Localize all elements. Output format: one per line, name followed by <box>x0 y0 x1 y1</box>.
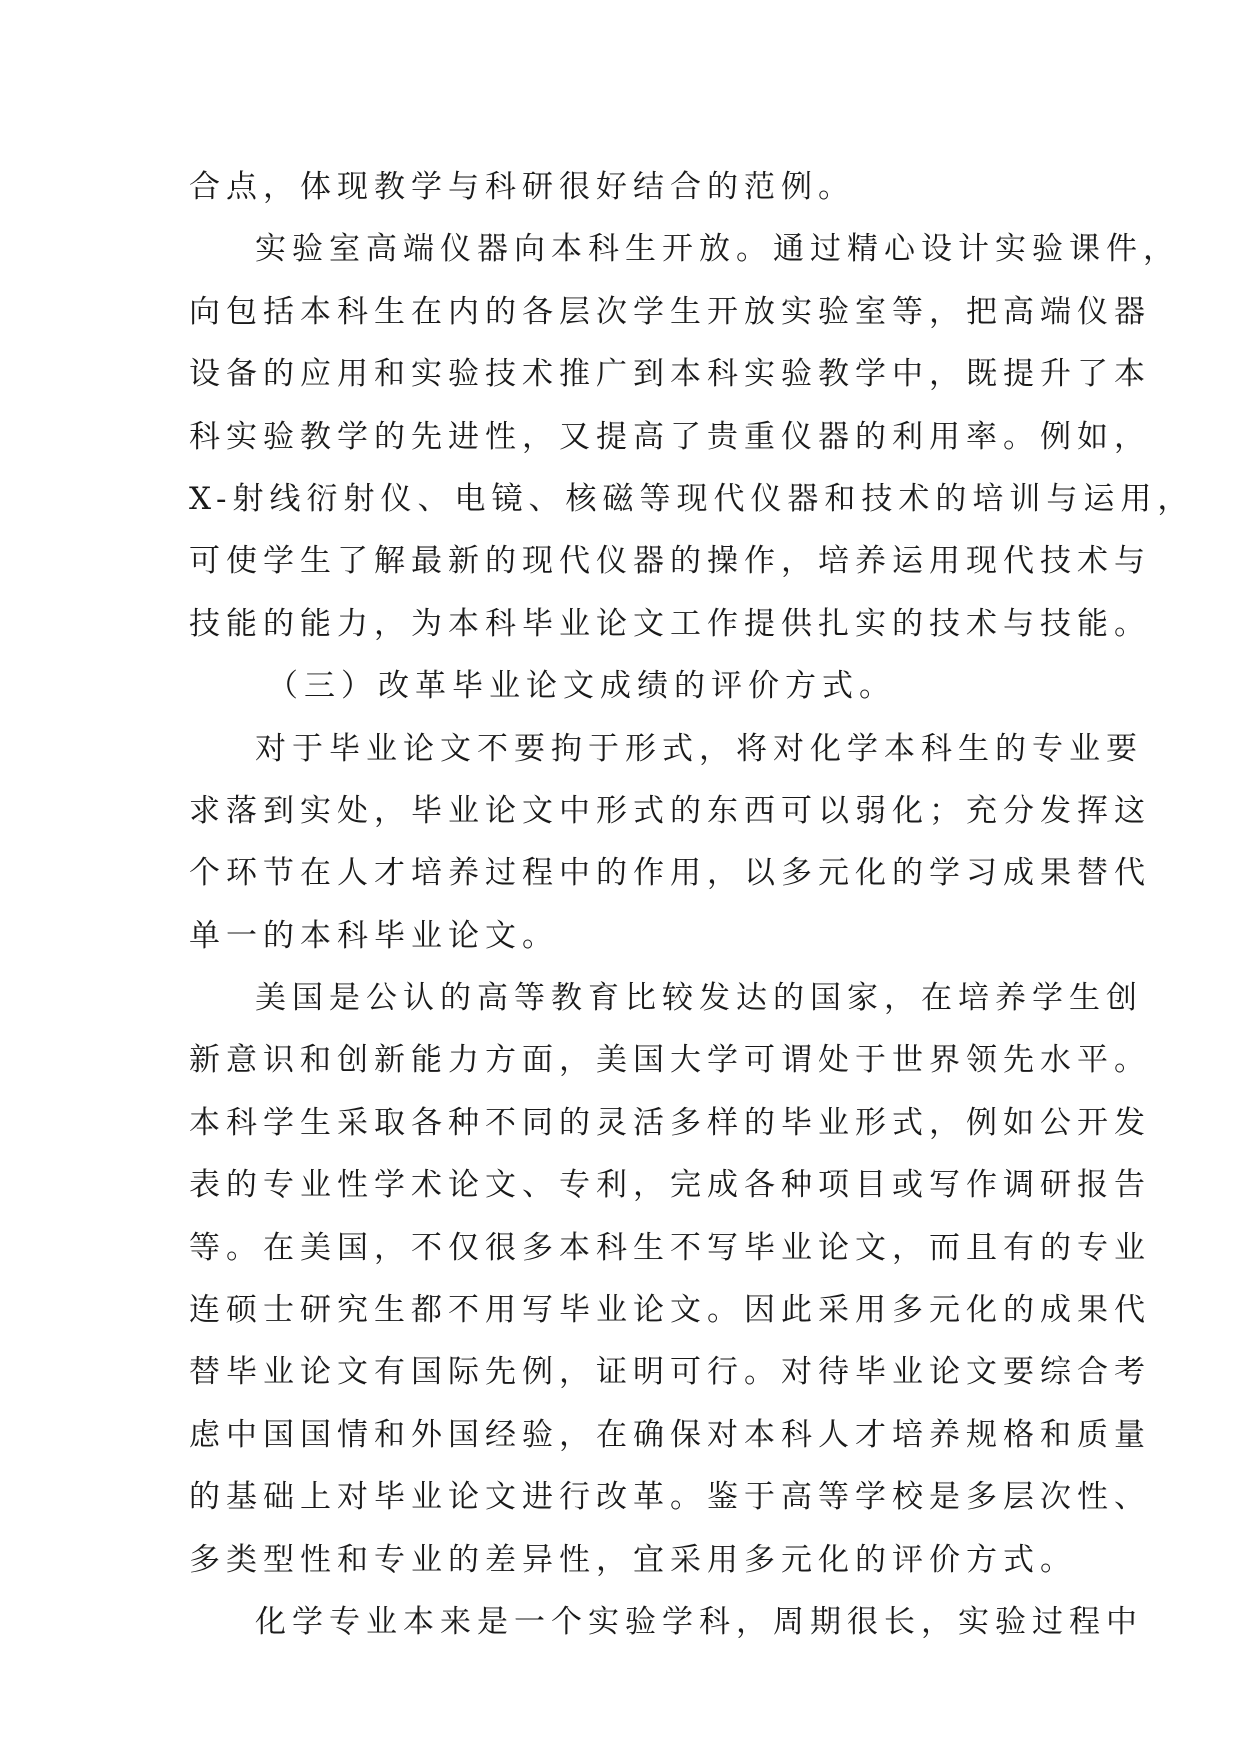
text-line: 替毕业论文有国际先例，证明可行。对待毕业论文要综合考 <box>189 1354 1151 1391</box>
text-line: 虑中国国情和外国经验，在确保对本科人才培养规格和质量 <box>189 1416 1151 1453</box>
text-line: 向包括本科生在内的各层次学生开放实验室等，把高端仪器 <box>189 293 1151 330</box>
text-line: 表的专业性学术论文、专利，完成各种项目或写作调研报告 <box>189 1167 1151 1204</box>
text-line: 化学专业本来是一个实验学科，周期很长，实验过程中 <box>255 1603 1143 1640</box>
text-line: 实验室高端仪器向本科生开放。通过精心设计实验课件， <box>255 231 1180 268</box>
section-heading: （三）改革毕业论文成绩的评价方式。 <box>267 668 896 705</box>
text-line: 个环节在人才培养过程中的作用，以多元化的学习成果替代 <box>189 855 1151 892</box>
text-line: 多类型性和专业的差异性，宜采用多元化的评价方式。 <box>189 1541 1077 1578</box>
text-line: 技能的能力，为本科毕业论文工作提供扎实的技术与技能。 <box>189 605 1151 642</box>
text-line: 的基础上对毕业论文进行改革。鉴于高等学校是多层次性、 <box>189 1479 1151 1516</box>
text-line: 合点，体现教学与科研很好结合的范例。 <box>189 169 855 205</box>
text-line: 等。在美国，不仅很多本科生不写毕业论文，而且有的专业 <box>189 1229 1151 1266</box>
text-line: 科实验教学的先进性，又提高了贵重仪器的利用率。例如， <box>189 418 1151 455</box>
text-line: 本科学生采取各种不同的灵活多样的毕业形式，例如公开发 <box>189 1104 1151 1141</box>
text-line: 美国是公认的高等教育比较发达的国家，在培养学生创 <box>255 980 1143 1017</box>
text-line: 对于毕业论文不要拘于形式，将对化学本科生的专业要 <box>255 730 1143 767</box>
document-body <box>189 156 1195 1653</box>
text-line: 新意识和创新能力方面，美国大学可谓处于世界领先水平。 <box>189 1042 1151 1079</box>
text-line: 设备的应用和实验技术推广到本科实验教学中，既提升了本 <box>189 356 1151 393</box>
text-line: 连硕士研究生都不用写毕业论文。因此采用多元化的成果代 <box>189 1292 1151 1329</box>
text-line: 求落到实处，毕业论文中形式的东西可以弱化；充分发挥这 <box>189 792 1151 829</box>
text-line: 可使学生了解最新的现代仪器的操作，培养运用现代技术与 <box>189 543 1151 580</box>
text-line: X-射线衍射仪、电镜、核磁等现代仪器和技术的培训与运用， <box>189 480 1195 517</box>
text-line: 单一的本科毕业论文。 <box>189 917 559 954</box>
